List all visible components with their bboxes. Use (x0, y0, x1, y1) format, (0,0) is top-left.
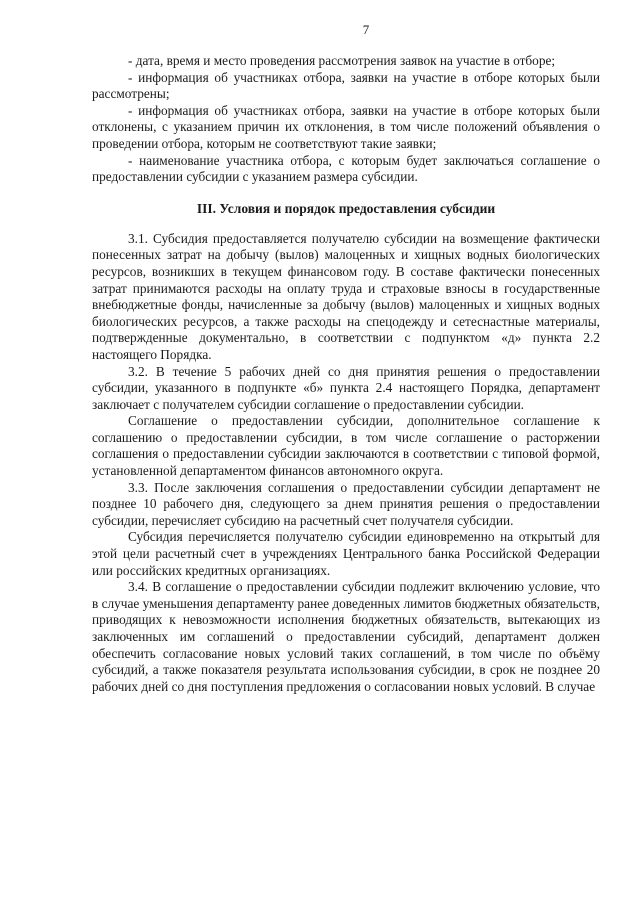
paragraph-3-4: 3.4. В соглашение о предоставлении субсидии подлежит включению условие, что в случае уменьшения департаменту ранее доведенных лимитов бюджетных обязательств, приводящих к невозможности исполнения бюджетных обязательств, вытекающих из заключенных им соглашений о предоставлении субсидий, департамент должен обеспечить согласование новых условий таких соглашений, в том числе по объёму субсидий, а также показателя результата использования субсидии, в срок не позднее 20 рабочих дней со дня поступления предложения о согласовании новых условий. В случае (92, 579, 600, 694)
paragraph-agreement-form: Соглашение о предоставлении субсидии, дополнительное соглашение к соглашению о предоставлении субсидии, в том числе соглашение о расторжении соглашения о предоставлении субсидии заключаются в соответствии с типовой формой, установленной департаментом финансов автономного округа. (92, 413, 600, 479)
list-item-considered-participants: - информация об участниках отбора, заявки на участие в отборе которых были рассмотрены; (92, 69, 600, 102)
paragraph-3-3: 3.3. После заключения соглашения о предоставлении субсидии департамент не позднее 10 рабочего дня, следующего за днем принятия решения о предоставлении субсидии, перечисляет субсидию на расчетный счет получателя субсидии. (92, 479, 600, 528)
section-heading: III. Условия и порядок предоставления субсидии (196, 200, 496, 216)
paragraph-transfer: Субсидия перечисляется получателю субсидии единовременно на открытый для этой цели расчетный счет в учреждениях Центрального банка Российской Федерации или российских кредитных организациях. (92, 529, 600, 578)
list-item-selected-participant: - наименование участника отбора, с которым будет заключаться соглашение о предоставлении субсидии с указанием размера субсидии. (92, 152, 600, 185)
list-item-rejected-participants: - информация об участниках отбора, заявки на участие в отборе которых были отклонены, с указанием причин их отклонения, в том числе положений объявления о проведении отбора, которым не соответствуют такие заявки; (92, 102, 600, 151)
page-number: 7 (362, 22, 370, 37)
paragraph-3-2: 3.2. В течение 5 рабочих дней со дня принятия решения о предоставлении субсидии, указанного в подпункте «б» пункта 2.4 настоящего Порядка, департамент заключает с получателем субсидии соглашение о предоставлении субсидии. (92, 363, 600, 412)
paragraph-3-1: 3.1. Субсидия предоставляется получателю субсидии на возмещение фактически понесенных затрат на добычу (вылов) малоценных и хищных водных биологических ресурсов, возникших в текущем финансовом году. В составе фактически понесенных затрат принимаются расходы на оплату труда и страховые взносы в государственные внебюджетные фонды, начисленные за добычу (вылов) малоценных и хищных водных биологических ресурсов, а также расходы на спецодежду и сетеснастные материалы, подтвержденные документально, в соответствии с подпунктом «д» пункта 2.2 настоящего Порядка. (92, 230, 600, 362)
list-item-date-place: - дата, время и место проведения рассмотрения заявок на участие в отборе; (128, 53, 556, 68)
